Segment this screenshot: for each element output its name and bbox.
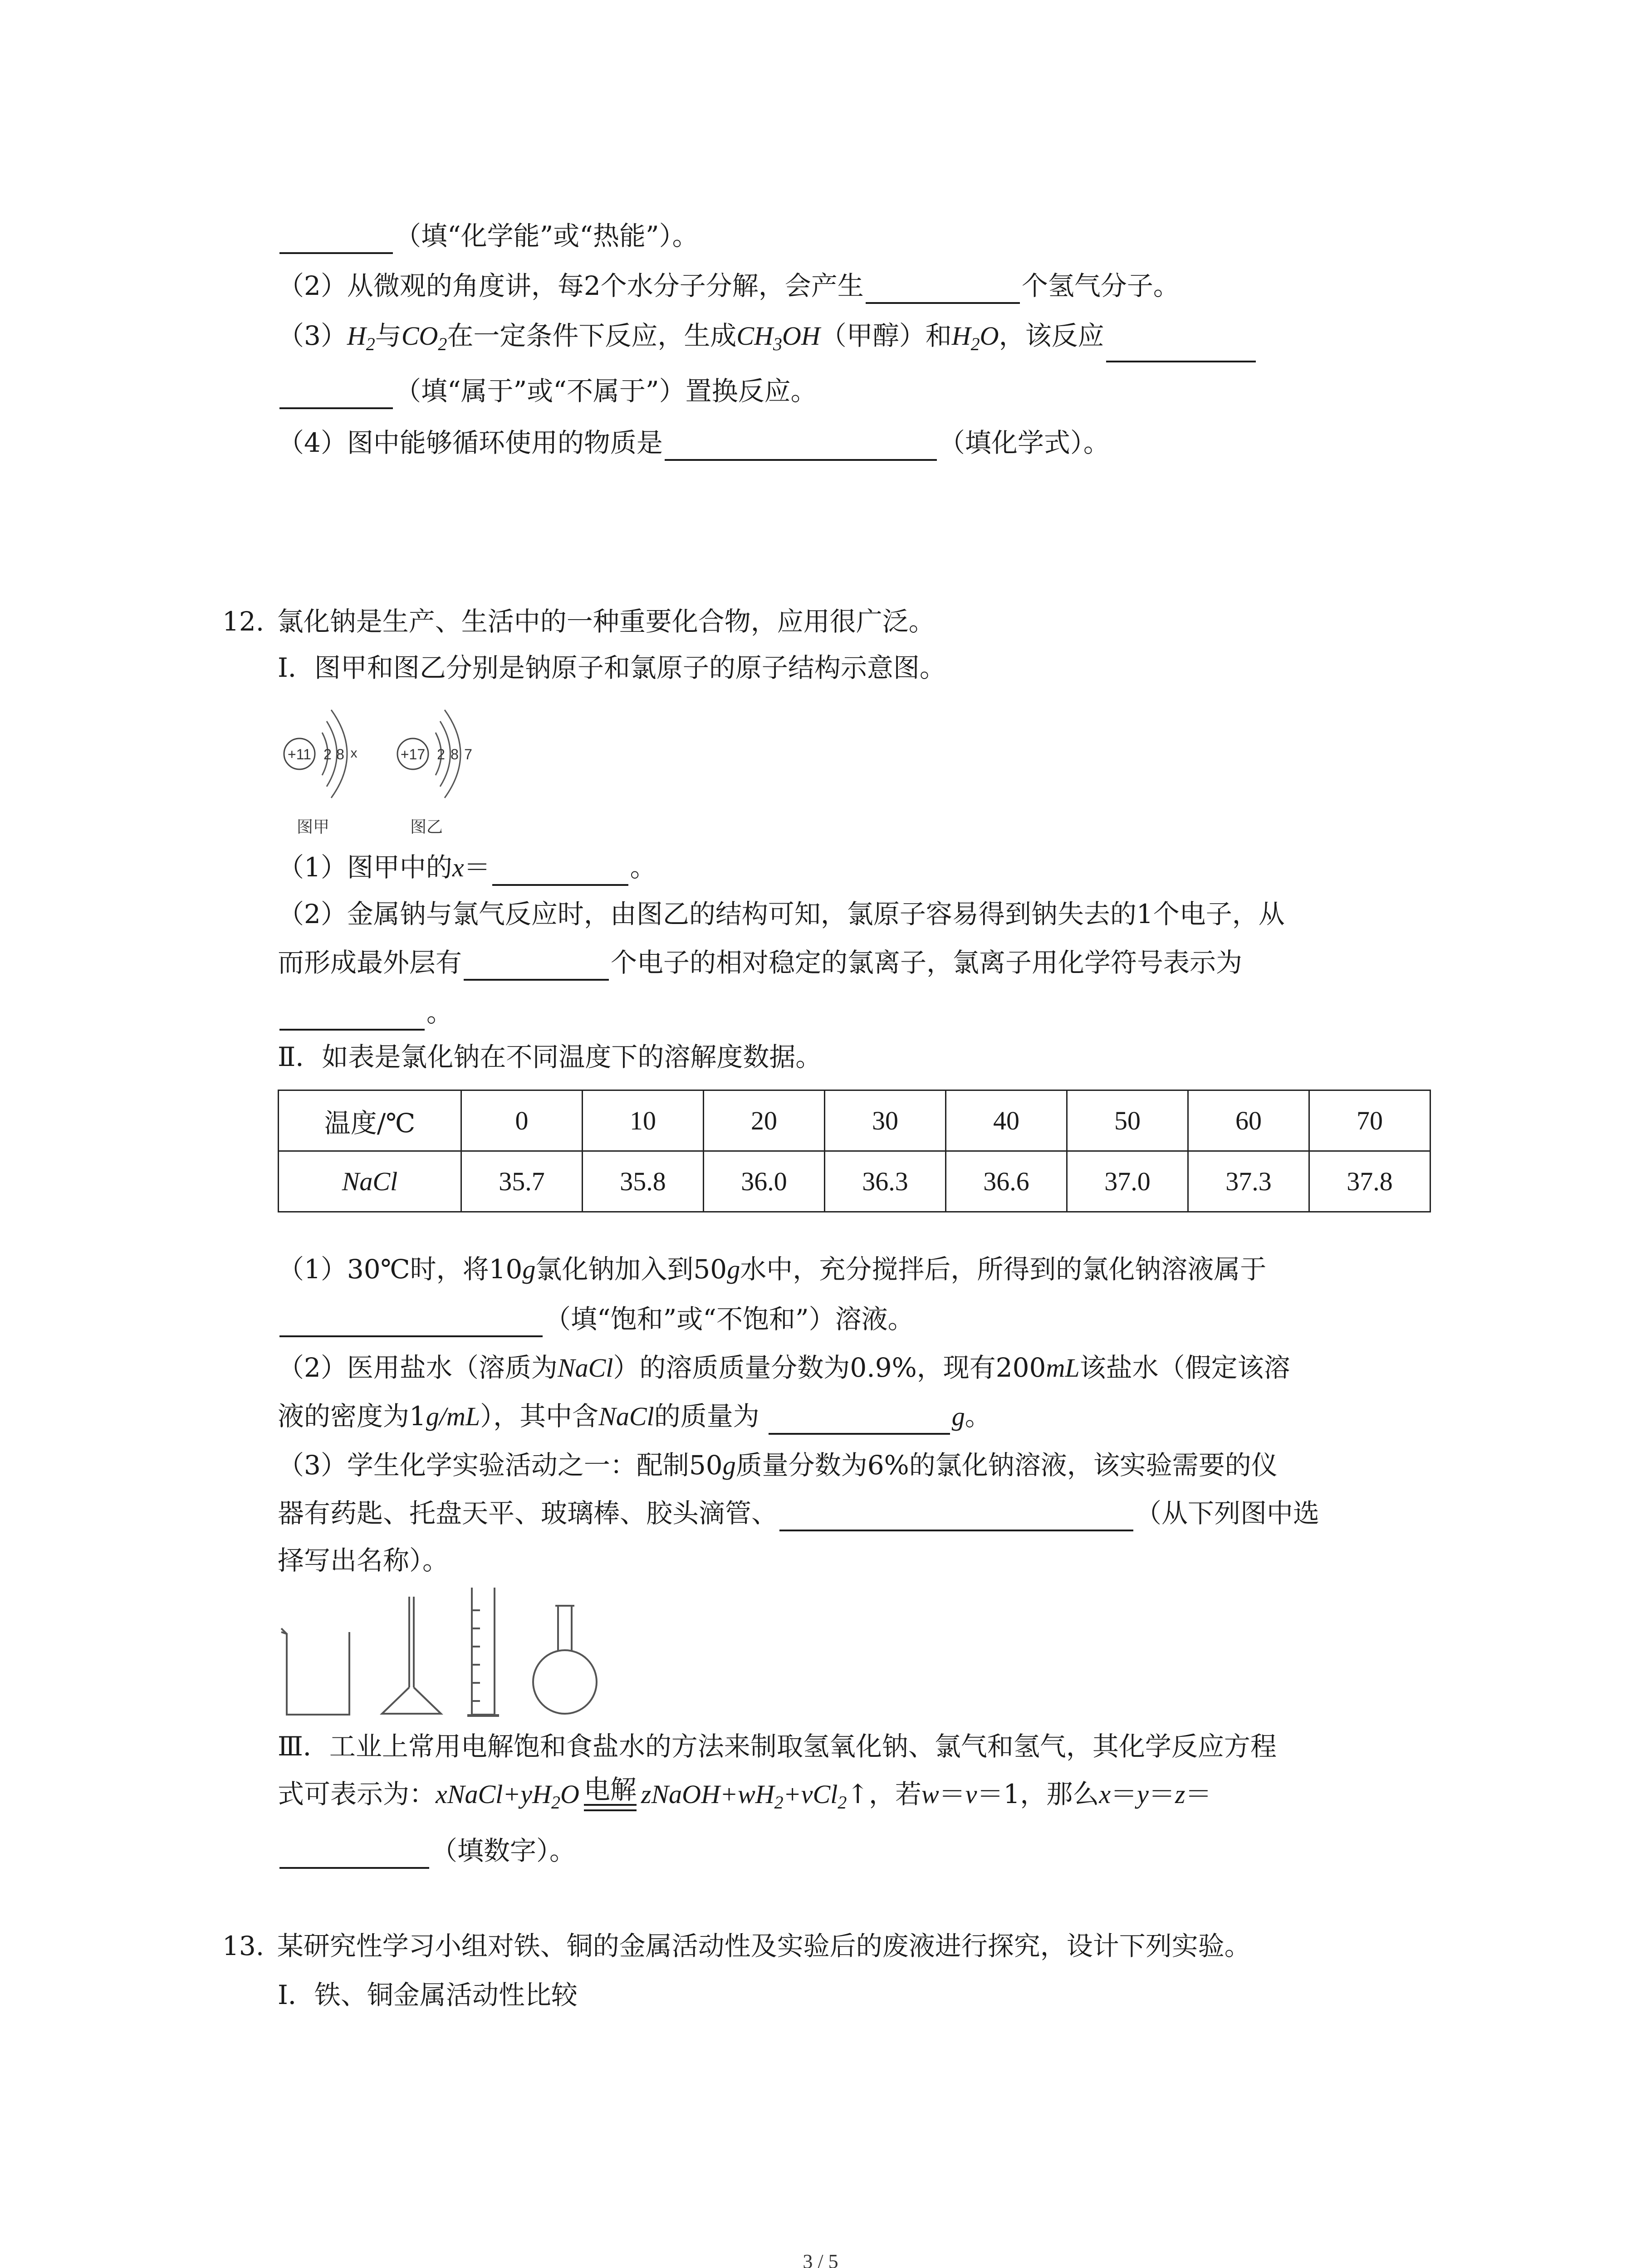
answer-blank[interactable]	[492, 859, 628, 886]
table-row-label: NaCl	[279, 1151, 461, 1212]
svg-text:+11: +11	[288, 746, 311, 763]
solubility-table	[278, 1090, 1431, 1212]
table-cell: 36.3	[825, 1151, 946, 1212]
table-cell: 30	[825, 1090, 946, 1151]
table-cell: 37.0	[1067, 1151, 1188, 1212]
table-cell: 37.3	[1188, 1151, 1309, 1212]
sodium-atom-diagram	[284, 710, 358, 836]
svg-text:7: 7	[464, 746, 472, 763]
table-cell: 40	[946, 1090, 1067, 1151]
table-cell: 60	[1188, 1090, 1309, 1151]
svg-text:x: x	[350, 746, 358, 761]
q11-line-2: （2）从微观的角度讲，每2个水分子分解，会产生 个氢气分子。	[278, 268, 1180, 304]
q11-line-5: （4）图中能够循环使用的物质是 （填化学式）。	[278, 425, 1110, 461]
svg-text:8: 8	[451, 746, 459, 763]
q12-p1-q2-line2: 而形成最外层有 个电子的相对稳定的氯离子，氯离子用化学符号表示为	[278, 944, 1242, 981]
table-cell: 37.8	[1309, 1151, 1430, 1212]
table-cell: 36.0	[704, 1151, 825, 1212]
q11-line-3: $(3)H_2$与$CO_2$在一定条件下反应，生成$CH_3OH$（甲醇）和$H_2O$，该反应	[278, 318, 1258, 362]
table-cell: 20	[704, 1090, 825, 1151]
table-cell: 10	[583, 1090, 704, 1151]
answer-blank[interactable]	[279, 1842, 429, 1869]
q12-p1-q2-line1: （2）金属钠与氯气反应时，由图乙的结构可知，氯原子容易得到钠失去的1个电子，从	[278, 899, 1285, 929]
answer-blank[interactable]	[279, 382, 393, 409]
table-cell: 35.7	[461, 1151, 583, 1212]
answer-blank[interactable]	[464, 953, 609, 981]
q12-p1-q2-line3: 。	[278, 994, 453, 1031]
q12-p2-q3-line2: 器有药匙、托盘天平、玻璃棒、胶头滴管、 （从下列图中选	[278, 1495, 1319, 1531]
q12-p2-q1-line2: （填“饱和”或“不饱和”）溶液。	[278, 1301, 914, 1337]
answer-blank[interactable]	[1106, 335, 1256, 362]
svg-text:8: 8	[336, 746, 344, 763]
q12-p2-q1-line1: （1）30℃时，将10g氯化钠加入到50g水中，充分搅拌后，所得到的氯化钠溶液属于	[278, 1254, 1267, 1285]
answer-blank[interactable]	[769, 1408, 950, 1435]
q11-line-4: （填“属于”或“不属于”）置换反应。	[278, 373, 817, 409]
question-number: 12.	[222, 606, 265, 637]
round-bottom-flask-icon	[533, 1606, 597, 1714]
q12-p2-q2-line2: 液的密度为1g/mL），其中含NaCl的质量为 g。	[278, 1398, 991, 1435]
atom-structure-figure	[277, 689, 513, 844]
table-cell: 50	[1067, 1090, 1188, 1151]
table-header-label: 温度/℃	[279, 1090, 461, 1151]
answer-blank[interactable]	[279, 227, 393, 254]
graduated-cylinder-icon	[467, 1588, 499, 1716]
beaker-icon	[281, 1628, 349, 1715]
q12-p2-q3-line3: 择写出名称）。	[278, 1545, 449, 1576]
q12-stem: 12. 氯化钠是生产、生活中的一种重要化合物，应用很广泛。	[222, 606, 935, 637]
q12-part3-line2: 式可表示为：$xNaCl+yH_2O$ 电解 $zNaOH+wH_2+vCl_2↑$，若w＝v＝1，那么x＝y＝z＝	[278, 1774, 1212, 1813]
svg-text:2: 2	[323, 746, 332, 763]
table-cell: 35.8	[583, 1151, 704, 1212]
q12-p1-q1: （1）图甲中的x＝ 。	[278, 849, 656, 886]
chlorine-atom-diagram	[397, 710, 472, 836]
table-row-header	[279, 1090, 1430, 1151]
svg-text:2: 2	[437, 746, 445, 763]
svg-text:图甲: 图甲	[296, 817, 330, 836]
q13-part1-title: Ⅰ．铁、铜金属活动性比较	[278, 1980, 578, 2010]
svg-text:图乙: 图乙	[410, 817, 443, 836]
q12-p2-q3-line1: （3）学生化学实验活动之一：配制50g质量分数为6%的氯化钠溶液，该实验需要的仪	[278, 1450, 1278, 1481]
table-row-nacl	[279, 1151, 1430, 1212]
q11-line-1: （填“化学能”或“热能”）。	[278, 218, 699, 254]
reaction-condition: 电解	[584, 1776, 637, 1811]
question-number: 13.	[222, 1931, 265, 1961]
answer-blank[interactable]	[665, 434, 937, 461]
q12-part1-title: Ⅰ．图甲和图乙分别是钠原子和氯原子的原子结构示意图。	[278, 652, 946, 683]
table-cell: 0	[461, 1090, 583, 1151]
lab-apparatus-figure	[278, 1583, 622, 1719]
funnel-icon	[382, 1597, 441, 1714]
table-cell: 36.6	[946, 1151, 1067, 1212]
q12-part3-line1: Ⅲ．工业上常用电解饱和食盐水的方法来制取氢氧化钠、氯气和氢气，其化学反应方程	[278, 1731, 1277, 1762]
answer-blank[interactable]	[279, 1310, 543, 1337]
svg-text:+17: +17	[400, 746, 426, 763]
q13-stem: 13. 某研究性学习小组对铁、铜的金属活动性及实验后的废液进行探究，设计下列实验。	[222, 1931, 1251, 1961]
page-number: 3 / 5	[803, 2250, 838, 2268]
q12-p2-q2-line1: （2）医用盐水（溶质为NaCl）的溶质质量分数为0.9%，现有200mL该盐水（假定该溶	[278, 1352, 1290, 1383]
table-cell: 70	[1309, 1090, 1430, 1151]
answer-blank[interactable]	[279, 1003, 425, 1031]
answer-blank[interactable]	[866, 277, 1020, 304]
answer-blank[interactable]	[779, 1504, 1133, 1531]
q12-part3-line3: （填数字）。	[278, 1833, 576, 1869]
q12-part2-title: Ⅱ．如表是氯化钠在不同温度下的溶解度数据。	[278, 1041, 822, 1072]
